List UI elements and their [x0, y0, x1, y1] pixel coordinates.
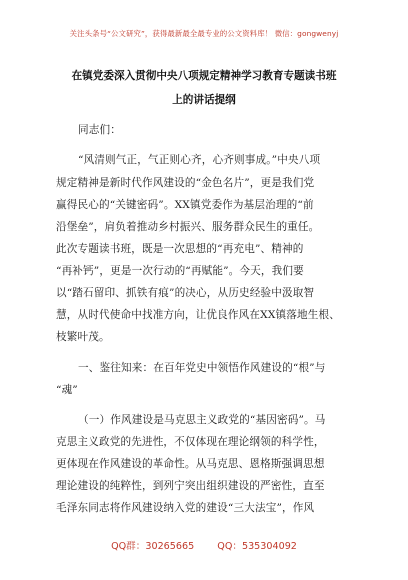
body-line: 此次专题读书班，既是一次思想的“再充电”、精神的: [56, 243, 304, 255]
body-line: 以“踏石留印、抓铁有痕”的决心，从历史经验中汲取智: [56, 287, 315, 299]
body-line: 理论建设的纯粹性，到列宁突出组织建设的严密性，直至: [56, 480, 325, 492]
body-line: 规定精神是新时代作风建设的“金色名片”，更是我们党: [56, 177, 315, 189]
section-heading: 一、鉴往知来：在百年党史中领悟作风建设的“根”与: [78, 362, 326, 374]
section-heading-continued: “魂”: [56, 384, 78, 396]
qq-number: QQ：535304092: [217, 541, 297, 552]
body-line: 沿堡垒”，肩负着推动乡村振兴、服务群众民生的重任。: [56, 221, 320, 233]
body-line: 更体现在作风建设的革命性。从马克思、恩格斯强调思想: [56, 458, 325, 470]
body-line: “风清则气正，气正则心齐，心齐则事成。”中央八项: [78, 154, 321, 166]
contact-footer: [0, 538, 408, 552]
body-line: 赢得民心的“关键密码”。XX镇党委作为基层治理的“前: [56, 199, 314, 211]
body-line: 克思主义政党的先进性，不仅体现在理论纲领的科学性，: [56, 436, 325, 448]
salutation: 同志们：: [78, 124, 121, 136]
body-line: 慧，从时代使命中找准方向，让优良作风在XX镇落地生根、: [56, 309, 340, 321]
body-line: 枝繁叶茂。: [56, 331, 110, 343]
promo-banner: 关注头条号“公文研究”，获得最新最全最专业的公文资料库！ 微信：gongwenyj: [69, 29, 339, 38]
body-line: 毛泽东同志将作风建设纳入党的建设“三大法宝”，作风: [56, 502, 315, 514]
body-line: （一）作风建设是马克思主义政党的“基因密码”。马: [78, 414, 326, 426]
body-line: “再补钙”，更是一次行动的“再赋能”。今天，我们要: [56, 265, 304, 277]
document-title-line-2: 上的讲话提纲: [172, 94, 236, 106]
qq-group-number: QQ群：30265665: [111, 541, 195, 552]
document-title-line-1: 在镇党委深入贯彻中央八项规定精神学习教育专题读书班: [71, 70, 337, 82]
